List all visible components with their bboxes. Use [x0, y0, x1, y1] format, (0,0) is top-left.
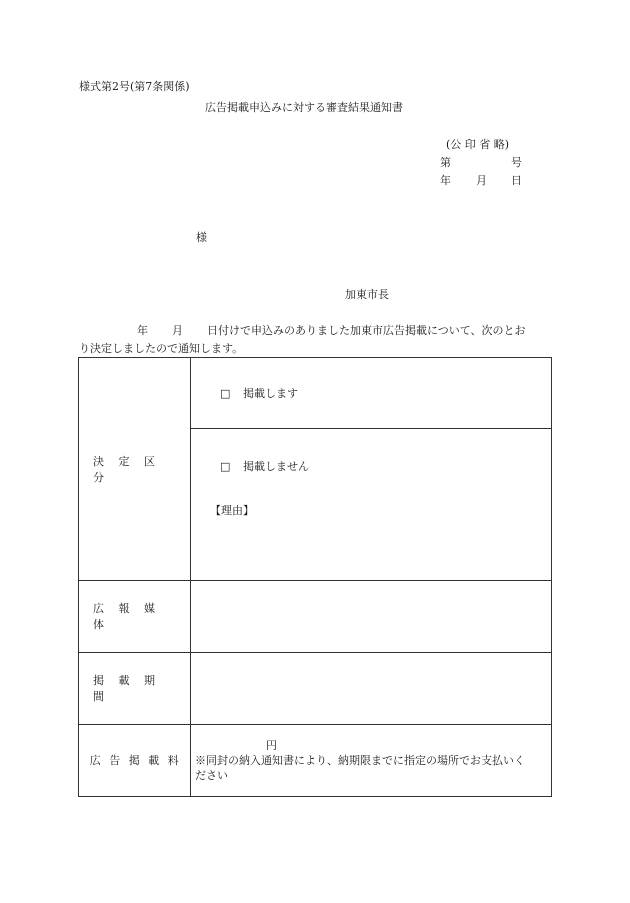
- fee-label: 広告掲載料: [89, 754, 188, 767]
- form-number: 様式第2号(第7条関係): [79, 80, 190, 93]
- seal-omitted-note: (公 印 省 略): [446, 138, 510, 151]
- sender-name: 加東市長: [345, 288, 389, 301]
- media-label-cell: [79, 580, 190, 652]
- fee-note-line1: ※同封の納入通知書により、納期限までに指定の場所でお支払いく: [195, 754, 525, 767]
- header-date-year: 年: [440, 174, 451, 187]
- doc-number-prefix: 第: [440, 156, 451, 169]
- doc-number-suffix: 号: [511, 156, 522, 169]
- result-table: [78, 357, 552, 797]
- reason-label: 【理由】: [210, 504, 254, 517]
- reject-checkbox[interactable]: □: [220, 460, 231, 473]
- period-label-cell: [79, 652, 190, 724]
- body-date-month: 月: [172, 324, 183, 337]
- media-label: 広報媒体: [93, 602, 170, 631]
- fee-label-cell: [79, 724, 190, 796]
- header-date-day: 日: [511, 174, 522, 187]
- approve-checkbox[interactable]: □: [220, 387, 231, 400]
- document-title: 広告掲載申込みに対する審査結果通知書: [205, 101, 403, 114]
- period-label: 掲載期間: [93, 674, 170, 703]
- table-column-divider: [190, 358, 191, 796]
- decision-inner-divider: [190, 428, 551, 429]
- addressee-honorific: 様: [196, 231, 207, 244]
- decision-label: 決定区分: [93, 455, 170, 484]
- header-date-month: 月: [476, 174, 487, 187]
- decision-label-cell: [79, 358, 190, 580]
- body-date-year: 年: [137, 324, 148, 337]
- fee-unit: 円: [266, 739, 277, 752]
- reject-option-label: 掲載しません: [243, 460, 309, 473]
- body-text-line1: 日付けで申込みのありました加東市広告掲載について、次のとお: [207, 324, 526, 337]
- body-text-line2: り決定しましたので通知します。: [79, 342, 244, 355]
- approve-option-label: 掲載します: [243, 387, 298, 400]
- fee-note-line2: ださい: [195, 769, 228, 782]
